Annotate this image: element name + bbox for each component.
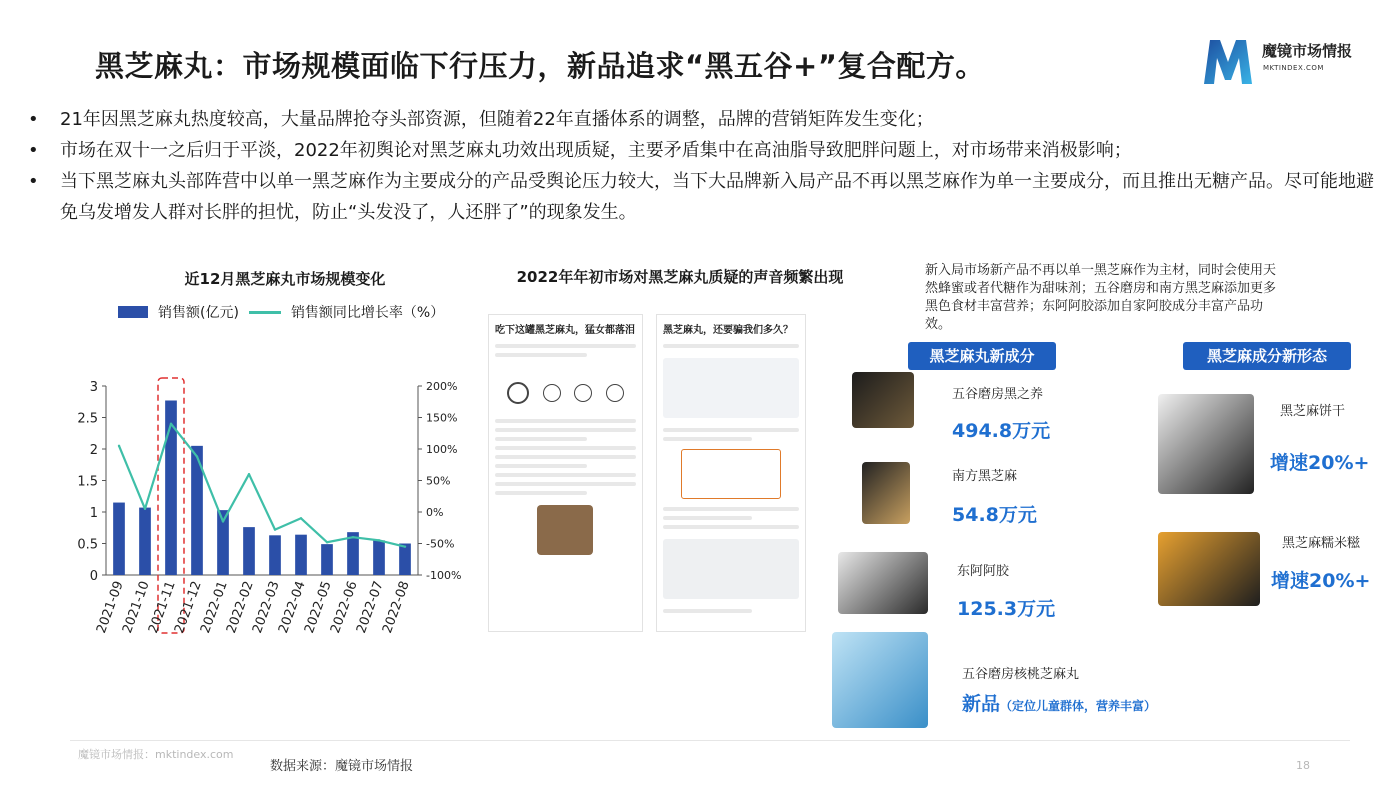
post-price-card (681, 449, 781, 499)
x-tick-label: 2022-01 (198, 579, 231, 636)
y-tick-label-left: 2.5 (77, 411, 98, 427)
post-banner (663, 358, 799, 418)
bar-2022-02 (243, 527, 255, 575)
page-title: 黑芝麻丸：市场规模面临下行压力，新品追求“黑五谷+”复合配方。 (95, 49, 985, 83)
news-post-1-title: 吃下这罐黑芝麻丸，猛女都落泪 (495, 325, 635, 336)
logo-domain: MKTINDEX.COM (1263, 64, 1324, 72)
data-source: 数据来源：魔镜市场情报 (270, 759, 414, 774)
post-illustration (501, 373, 631, 413)
product-image-dongeejiao (838, 552, 928, 614)
x-tick-label: 2021-12 (172, 579, 205, 636)
y-tick-label-right: 50% (426, 474, 451, 488)
product-value-4-note: （定位儿童群体，营养丰富） (1000, 699, 1157, 713)
y-tick-label-right: 200% (426, 380, 458, 393)
x-tick-label: 2022-07 (354, 579, 387, 636)
bullet-item: • 21年因黑芝麻丸热度较高，大量品牌抢夺头部资源，但随着22年直播体系的调整，品牌的营销矩阵发生变化； (28, 104, 1378, 135)
legend-line-label: 销售额同比增长率（%） (290, 305, 445, 321)
legend-bar-swatch (118, 306, 148, 318)
growth-point-2022-06 (352, 536, 354, 538)
y-tick-label-left: 3 (89, 380, 98, 395)
x-tick-label: 2021-09 (94, 579, 127, 636)
form-name-2: 黑芝麻糯米糍 (1282, 536, 1361, 551)
x-tick-label: 2021-11 (146, 579, 179, 636)
x-tick-label: 2022-08 (380, 579, 413, 636)
brand-logo (1200, 36, 1370, 86)
y-tick-label-left: 0 (89, 569, 98, 584)
growth-point-2022-08 (404, 545, 406, 547)
y-tick-label-right: 100% (426, 443, 458, 456)
growth-point-2021-11 (170, 423, 172, 425)
chart-legend (118, 302, 444, 322)
product-value-4-label: 新品 (962, 693, 1001, 715)
growth-point-2022-04 (300, 517, 302, 519)
middle-title: 2022年年初市场对黑芝麻丸质疑的声音频繁出现 (516, 268, 844, 286)
bullet-item: • 市场在双十一之后归于平淡，2022年初舆论对黑芝麻丸功效出现质疑，主要矛盾集中在高油脂导致肥胖问题上，对市场带来消极影响； (28, 135, 1378, 166)
y-tick-label-left: 2 (89, 443, 98, 458)
product-image-nanfang (862, 462, 910, 524)
bullet-list (28, 104, 1378, 228)
bar-2021-10 (139, 508, 151, 575)
bar-2021-09 (113, 503, 125, 575)
form-image-biscuit (1158, 394, 1254, 494)
product-image-walnut (832, 632, 928, 728)
footer-divider (70, 740, 1350, 741)
growth-line (119, 424, 405, 547)
chart-title: 近12月黑芝麻丸市场规模变化 (184, 270, 386, 288)
news-post-2 (656, 314, 806, 632)
bar-2022-03 (269, 535, 281, 575)
form-growth-1: 增速20%+ (1270, 452, 1370, 474)
bar-2022-05 (321, 544, 333, 575)
bullet-item: • 当下黑芝麻丸头部阵营中以单一黑芝麻作为主要成分的产品受舆论压力较大，当下大品牌新入局产品不再以黑芝麻作为单一主要成分，而且推出无糖产品。尽可能地避免乌发增发人群对长胖的担忧，防止“头发没了，人还胖了”的现象发生。 (28, 166, 1378, 228)
logo-m-icon (1200, 36, 1256, 86)
bar-2022-08 (399, 544, 411, 576)
bar-2022-07 (373, 540, 385, 575)
growth-point-2021-10 (144, 508, 146, 510)
legend-bar-label: 销售额(亿元) (158, 305, 239, 321)
product-value-2: 54.8万元 (952, 504, 1037, 526)
form-name-1: 黑芝麻饼干 (1280, 404, 1346, 419)
growth-point-2022-07 (378, 539, 380, 541)
growth-point-2022-05 (326, 541, 328, 543)
footer-site: 魔镜市场情报：mktindex.com (78, 748, 234, 761)
right-note: 新入局市场新产品不再以单一黑芝麻作为主材，同时会使用天然蜂蜜或者代糖作为甜味剂；五谷磨房和南方黑芝麻添加更多黑色食材丰富营养；东阿阿胶添加自家阿胶成分丰富产品功效。 (925, 263, 1277, 332)
y-tick-label-right: -100% (426, 569, 462, 582)
growth-point-2022-01 (222, 520, 224, 522)
growth-point-2021-09 (118, 445, 120, 447)
product-image-heizhiyang (852, 372, 914, 428)
market-size-chart (60, 370, 470, 670)
y-tick-label-right: 150% (426, 411, 458, 425)
x-tick-label: 2022-06 (328, 579, 361, 636)
news-post-2-title: 黑芝麻丸，还要骗我们多久？ (663, 325, 793, 336)
form-growth-2: 增速20%+ (1271, 570, 1371, 592)
logo-text: 魔镜市场情报 (1262, 42, 1353, 60)
x-tick-label: 2022-02 (224, 579, 257, 636)
y-tick-label-right: 0% (426, 506, 444, 519)
x-tick-label: 2022-03 (250, 579, 283, 636)
product-name-2: 南方黑芝麻 (952, 469, 1018, 484)
y-tick-label-left: 1 (89, 506, 98, 521)
news-post-1 (488, 314, 643, 632)
legend-line-swatch (249, 311, 281, 314)
product-value-3: 125.3万元 (957, 598, 1056, 620)
post-image (537, 505, 593, 555)
x-tick-label: 2022-04 (276, 579, 309, 636)
tag-new-forms: 黑芝麻成分新形态 (1183, 342, 1351, 370)
form-image-mochi (1158, 532, 1260, 606)
y-tick-label-right: -50% (426, 537, 455, 551)
y-tick-label-left: 1.5 (77, 474, 98, 490)
product-name-4: 五谷磨房核桃芝麻丸 (962, 667, 1080, 682)
tag-new-products: 黑芝麻丸新成分 (908, 342, 1056, 370)
x-tick-label: 2021-10 (120, 579, 153, 636)
y-tick-label-left: 0.5 (77, 537, 98, 553)
page-number: 18 (1296, 759, 1310, 772)
growth-point-2022-02 (248, 473, 250, 475)
growth-point-2022-03 (274, 528, 276, 530)
post-image (663, 539, 799, 599)
x-tick-label: 2022-05 (302, 579, 335, 636)
product-name-3: 东阿阿胶 (957, 564, 1010, 579)
news-screenshots (488, 314, 808, 634)
bar-2022-04 (295, 535, 307, 575)
growth-point-2021-12 (196, 455, 198, 457)
product-value-4 (962, 689, 1156, 716)
product-name-1: 五谷磨房黑之养 (952, 387, 1044, 402)
product-value-1: 494.8万元 (952, 420, 1051, 442)
